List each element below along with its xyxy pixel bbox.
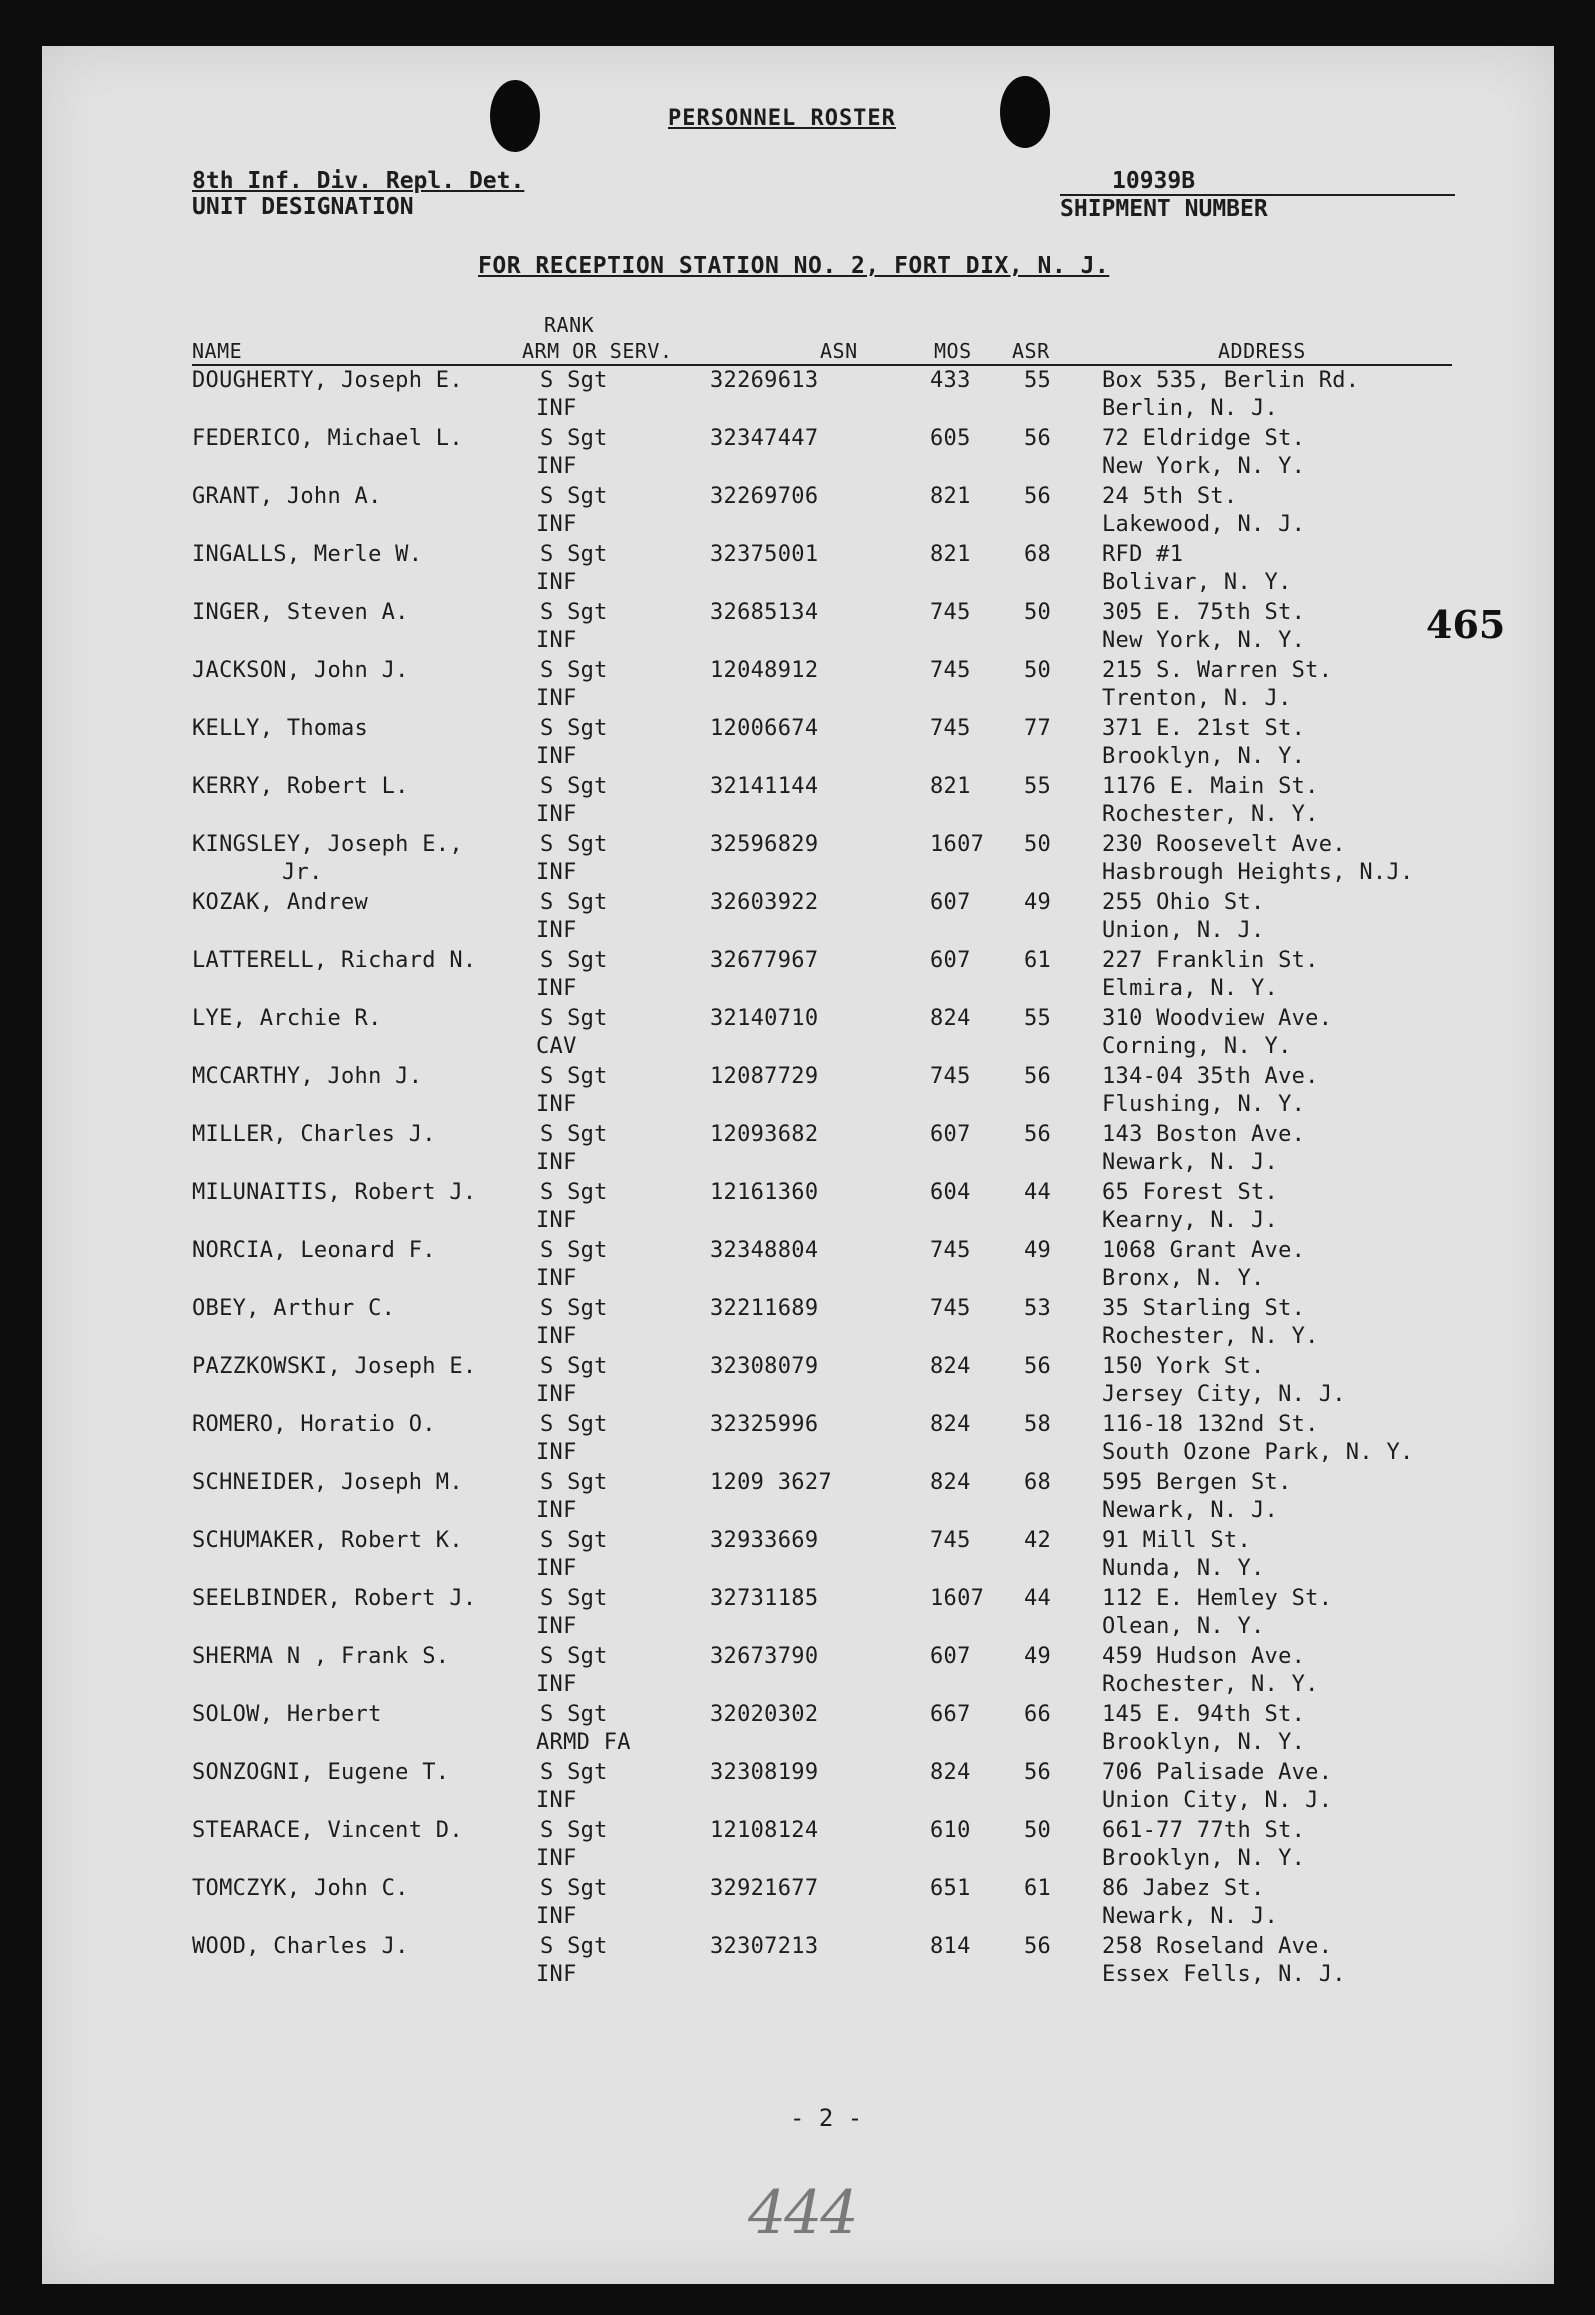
name-cell: SCHNEIDER, Joseph M. <box>192 1470 463 1495</box>
mos-cell: 667 <box>930 1702 971 1727</box>
asr-cell: 56 <box>1024 1934 1052 1959</box>
asr-cell: 77 <box>1024 716 1052 741</box>
name-cell: MILUNAITIS, Robert J. <box>192 1180 477 1205</box>
address-line1-cell: 371 E. 21st St. <box>1102 716 1306 741</box>
col-header-rank-top: RANK <box>544 313 595 337</box>
arm-cell: INF <box>536 1266 577 1291</box>
address-line2-cell: Olean, N. Y. <box>1102 1614 1265 1639</box>
arm-cell: INF <box>536 686 577 711</box>
address-line1-cell: 215 S. Warren St. <box>1102 658 1333 683</box>
arm-cell: INF <box>536 512 577 537</box>
rank-cell: S Sgt <box>540 716 608 741</box>
mos-cell: 604 <box>930 1180 971 1205</box>
rank-cell: S Sgt <box>540 890 608 915</box>
asr-cell: 49 <box>1024 1238 1052 1263</box>
address-line1-cell: 255 Ohio St. <box>1102 890 1265 915</box>
col-header-address: ADDRESS <box>1218 339 1306 363</box>
unit-block <box>192 168 524 220</box>
mos-cell: 651 <box>930 1876 971 1901</box>
table-row <box>0 1874 1595 1932</box>
rank-cell: S Sgt <box>540 1586 608 1611</box>
address-line2-cell: South Ozone Park, N. Y. <box>1102 1440 1414 1465</box>
address-line2-cell: Kearny, N. J. <box>1102 1208 1279 1233</box>
rank-cell: S Sgt <box>540 600 608 625</box>
rank-cell: S Sgt <box>540 426 608 451</box>
mos-cell: 814 <box>930 1934 971 1959</box>
col-header-name: NAME <box>192 339 243 363</box>
arm-cell: INF <box>536 1614 577 1639</box>
arm-cell: INF <box>536 1788 577 1813</box>
arm-cell: INF <box>536 1208 577 1233</box>
table-row <box>0 1526 1595 1584</box>
address-line2-cell: Rochester, N. Y. <box>1102 802 1319 827</box>
asn-cell: 12161360 <box>710 1180 819 1205</box>
table-row <box>0 1236 1595 1294</box>
arm-cell: INF <box>536 860 577 885</box>
name-cell: TOMCZYK, John C. <box>192 1876 409 1901</box>
address-line2-cell: Trenton, N. J. <box>1102 686 1292 711</box>
arm-cell: INF <box>536 1904 577 1929</box>
table-row <box>0 366 1595 424</box>
address-line2-cell: Newark, N. J. <box>1102 1150 1279 1175</box>
name-suffix-cell: Jr. <box>282 860 323 885</box>
asr-cell: 55 <box>1024 774 1052 799</box>
mos-cell: 607 <box>930 890 971 915</box>
address-line2-cell: Nunda, N. Y. <box>1102 1556 1265 1581</box>
name-cell: OBEY, Arthur C. <box>192 1296 396 1321</box>
arm-cell: INF <box>536 1846 577 1871</box>
unit-designation-label: UNIT DESIGNATION <box>192 194 414 220</box>
address-line2-cell: Jersey City, N. J. <box>1102 1382 1346 1407</box>
mos-cell: 745 <box>930 1528 971 1553</box>
rank-cell: S Sgt <box>540 368 608 393</box>
asn-cell: 32731185 <box>710 1586 819 1611</box>
asr-cell: 42 <box>1024 1528 1052 1553</box>
address-line2-cell: Brooklyn, N. Y. <box>1102 1846 1306 1871</box>
asr-cell: 56 <box>1024 1064 1052 1089</box>
address-line1-cell: 661-77 77th St. <box>1102 1818 1306 1843</box>
name-cell: SHERMA N , Frank S. <box>192 1644 450 1669</box>
table-row <box>0 656 1595 714</box>
name-cell: INGER, Steven A. <box>192 600 409 625</box>
mos-cell: 607 <box>930 1122 971 1147</box>
address-line1-cell: 65 Forest St. <box>1102 1180 1279 1205</box>
arm-cell: INF <box>536 454 577 479</box>
shipment-number-label: SHIPMENT NUMBER <box>1060 196 1268 222</box>
rank-cell: S Sgt <box>540 484 608 509</box>
mos-cell: 745 <box>930 658 971 683</box>
table-row <box>0 482 1595 540</box>
address-line1-cell: 116-18 132nd St. <box>1102 1412 1319 1437</box>
asn-cell: 32269706 <box>710 484 819 509</box>
mos-cell: 433 <box>930 368 971 393</box>
mos-cell: 824 <box>930 1006 971 1031</box>
name-cell: WOOD, Charles J. <box>192 1934 409 1959</box>
address-line2-cell: Bolivar, N. Y. <box>1102 570 1292 595</box>
name-cell: SONZOGNI, Eugene T. <box>192 1760 450 1785</box>
address-line1-cell: Box 535, Berlin Rd. <box>1102 368 1360 393</box>
asn-cell: 32685134 <box>710 600 819 625</box>
mos-cell: 745 <box>930 1064 971 1089</box>
asr-cell: 61 <box>1024 1876 1052 1901</box>
name-cell: MILLER, Charles J. <box>192 1122 436 1147</box>
asr-cell: 53 <box>1024 1296 1052 1321</box>
asr-cell: 55 <box>1024 368 1052 393</box>
address-line1-cell: 227 Franklin St. <box>1102 948 1319 973</box>
arm-cell: INF <box>536 396 577 421</box>
asr-cell: 50 <box>1024 1818 1052 1843</box>
arm-cell: INF <box>536 802 577 827</box>
arm-cell: INF <box>536 1382 577 1407</box>
document-title: PERSONNEL ROSTER <box>668 106 896 131</box>
arm-cell: INF <box>536 628 577 653</box>
asr-cell: 66 <box>1024 1702 1052 1727</box>
name-cell: KERRY, Robert L. <box>192 774 409 799</box>
binder-hole-left <box>490 80 540 152</box>
arm-cell: INF <box>536 1324 577 1349</box>
arm-cell: INF <box>536 976 577 1001</box>
arm-cell: INF <box>536 1150 577 1175</box>
mos-cell: 610 <box>930 1818 971 1843</box>
address-line2-cell: Essex Fells, N. J. <box>1102 1962 1346 1987</box>
table-row <box>0 1178 1595 1236</box>
name-cell: INGALLS, Merle W. <box>192 542 423 567</box>
name-cell: LYE, Archie R. <box>192 1006 382 1031</box>
mos-cell: 745 <box>930 1296 971 1321</box>
asr-cell: 58 <box>1024 1412 1052 1437</box>
mos-cell: 607 <box>930 1644 971 1669</box>
arm-cell: INF <box>536 1962 577 1987</box>
address-line1-cell: 145 E. 94th St. <box>1102 1702 1306 1727</box>
arm-cell: INF <box>536 1440 577 1465</box>
mos-cell: 1607 <box>930 832 985 857</box>
name-cell: SCHUMAKER, Robert K. <box>192 1528 463 1553</box>
rank-cell: S Sgt <box>540 1644 608 1669</box>
rank-cell: S Sgt <box>540 1238 608 1263</box>
asr-cell: 50 <box>1024 600 1052 625</box>
page-number: - 2 - <box>790 2104 863 2132</box>
asn-cell: 32673790 <box>710 1644 819 1669</box>
asr-cell: 56 <box>1024 1354 1052 1379</box>
table-row <box>0 1410 1595 1468</box>
address-line2-cell: Union, N. J. <box>1102 918 1265 943</box>
address-line2-cell: New York, N. Y. <box>1102 454 1306 479</box>
rank-cell: S Sgt <box>540 832 608 857</box>
table-row <box>0 1468 1595 1526</box>
asr-cell: 55 <box>1024 1006 1052 1031</box>
asr-cell: 56 <box>1024 426 1052 451</box>
asr-cell: 49 <box>1024 1644 1052 1669</box>
rank-cell: S Sgt <box>540 774 608 799</box>
arm-cell: INF <box>536 1556 577 1581</box>
table-row <box>0 540 1595 598</box>
address-line1-cell: 230 Roosevelt Ave. <box>1102 832 1346 857</box>
asr-cell: 44 <box>1024 1586 1052 1611</box>
table-row <box>0 424 1595 482</box>
name-cell: STEARACE, Vincent D. <box>192 1818 463 1843</box>
mos-cell: 824 <box>930 1470 971 1495</box>
arm-cell: INF <box>536 1092 577 1117</box>
asr-cell: 50 <box>1024 658 1052 683</box>
rank-cell: S Sgt <box>540 1296 608 1321</box>
name-cell: KINGSLEY, Joseph E., <box>192 832 463 857</box>
name-cell: JACKSON, John J. <box>192 658 409 683</box>
address-line1-cell: RFD #1 <box>1102 542 1184 567</box>
name-cell: SOLOW, Herbert <box>192 1702 382 1727</box>
name-cell: KELLY, Thomas <box>192 716 369 741</box>
name-cell: GRANT, John A. <box>192 484 382 509</box>
asn-cell: 32269613 <box>710 368 819 393</box>
mos-cell: 821 <box>930 542 971 567</box>
address-line2-cell: Corning, N. Y. <box>1102 1034 1292 1059</box>
asn-cell: 32307213 <box>710 1934 819 1959</box>
address-line2-cell: Newark, N. J. <box>1102 1904 1279 1929</box>
address-line1-cell: 143 Boston Ave. <box>1102 1122 1306 1147</box>
table-row <box>0 1584 1595 1642</box>
asn-cell: 12048912 <box>710 658 819 683</box>
unit-designation: 8th Inf. Div. Repl. Det. <box>192 168 525 194</box>
table-row <box>0 1352 1595 1410</box>
address-line1-cell: 24 5th St. <box>1102 484 1238 509</box>
asr-cell: 56 <box>1024 1122 1052 1147</box>
asn-cell: 32933669 <box>710 1528 819 1553</box>
arm-cell: INF <box>536 1672 577 1697</box>
rank-cell: S Sgt <box>540 658 608 683</box>
table-row <box>0 1758 1595 1816</box>
rank-cell: S Sgt <box>540 1122 608 1147</box>
asn-cell: 32921677 <box>710 1876 819 1901</box>
name-cell: SEELBINDER, Robert J. <box>192 1586 477 1611</box>
mos-cell: 824 <box>930 1412 971 1437</box>
asn-cell: 32308079 <box>710 1354 819 1379</box>
mos-cell: 745 <box>930 716 971 741</box>
arm-cell: ARMD FA <box>536 1730 631 1755</box>
rank-cell: S Sgt <box>540 1528 608 1553</box>
address-line1-cell: 706 Palisade Ave. <box>1102 1760 1333 1785</box>
rank-cell: S Sgt <box>540 1470 608 1495</box>
arm-cell: INF <box>536 1498 577 1523</box>
binder-hole-right <box>1000 76 1050 148</box>
asn-cell: 32677967 <box>710 948 819 973</box>
asn-cell: 12093682 <box>710 1122 819 1147</box>
asr-cell: 68 <box>1024 542 1052 567</box>
col-header-mos: MOS <box>934 339 972 363</box>
address-line2-cell: Union City, N. J. <box>1102 1788 1333 1813</box>
address-line2-cell: Elmira, N. Y. <box>1102 976 1279 1001</box>
address-line1-cell: 305 E. 75th St. <box>1102 600 1306 625</box>
stamp-number: 465 <box>1426 602 1506 647</box>
address-line1-cell: 310 Woodview Ave. <box>1102 1006 1333 1031</box>
address-line1-cell: 86 Jabez St. <box>1102 1876 1265 1901</box>
address-line2-cell: Brooklyn, N. Y. <box>1102 744 1306 769</box>
name-cell: MCCARTHY, John J. <box>192 1064 423 1089</box>
address-line1-cell: 35 Starling St. <box>1102 1296 1306 1321</box>
arm-cell: CAV <box>536 1034 577 1059</box>
col-header-rank <box>522 312 673 364</box>
asn-cell: 32347447 <box>710 426 819 451</box>
asn-cell: 32375001 <box>710 542 819 567</box>
asr-cell: 44 <box>1024 1180 1052 1205</box>
asn-cell: 32020302 <box>710 1702 819 1727</box>
arm-cell: INF <box>536 744 577 769</box>
mos-cell: 745 <box>930 600 971 625</box>
table-row <box>0 830 1595 888</box>
mos-cell: 605 <box>930 426 971 451</box>
table-row <box>0 1294 1595 1352</box>
address-line2-cell: Rochester, N. Y. <box>1102 1324 1319 1349</box>
rank-cell: S Sgt <box>540 542 608 567</box>
table-row <box>0 714 1595 772</box>
address-line1-cell: 134-04 35th Ave. <box>1102 1064 1319 1089</box>
shipment-number: 10939B <box>1060 168 1455 196</box>
table-row <box>0 1642 1595 1700</box>
asn-cell: 32140710 <box>710 1006 819 1031</box>
address-line1-cell: 1176 E. Main St. <box>1102 774 1319 799</box>
mos-cell: 1607 <box>930 1586 985 1611</box>
table-row <box>0 1004 1595 1062</box>
table-row <box>0 1932 1595 1990</box>
address-line2-cell: Bronx, N. Y. <box>1102 1266 1265 1291</box>
table-row <box>0 946 1595 1004</box>
col-header-asr: ASR <box>1012 339 1050 363</box>
asn-cell: 32596829 <box>710 832 819 857</box>
name-cell: FEDERICO, Michael L. <box>192 426 463 451</box>
address-line2-cell: Lakewood, N. J. <box>1102 512 1306 537</box>
reception-station: FOR RECEPTION STATION NO. 2, FORT DIX, N. J. <box>478 253 1110 279</box>
asn-cell: 12006674 <box>710 716 819 741</box>
address-line1-cell: 72 Eldridge St. <box>1102 426 1306 451</box>
asn-cell: 32211689 <box>710 1296 819 1321</box>
address-line1-cell: 595 Bergen St. <box>1102 1470 1292 1495</box>
rank-cell: S Sgt <box>540 1702 608 1727</box>
rank-cell: S Sgt <box>540 1818 608 1843</box>
asr-cell: 49 <box>1024 890 1052 915</box>
address-line2-cell: Brooklyn, N. Y. <box>1102 1730 1306 1755</box>
asn-cell: 32308199 <box>710 1760 819 1785</box>
table-row <box>0 598 1595 656</box>
address-line1-cell: 91 Mill St. <box>1102 1528 1251 1553</box>
address-line2-cell: Hasbrough Heights, N.J. <box>1102 860 1414 885</box>
name-cell: KOZAK, Andrew <box>192 890 369 915</box>
address-line2-cell: Newark, N. J. <box>1102 1498 1279 1523</box>
rank-cell: S Sgt <box>540 1412 608 1437</box>
address-line1-cell: 258 Roseland Ave. <box>1102 1934 1333 1959</box>
asr-cell: 68 <box>1024 1470 1052 1495</box>
asn-cell: 32348804 <box>710 1238 819 1263</box>
name-cell: DOUGHERTY, Joseph E. <box>192 368 463 393</box>
address-line2-cell: Flushing, N. Y. <box>1102 1092 1306 1117</box>
rank-cell: S Sgt <box>540 1354 608 1379</box>
name-cell: ROMERO, Horatio O. <box>192 1412 436 1437</box>
table-row <box>0 772 1595 830</box>
asr-cell: 61 <box>1024 948 1052 973</box>
table-row <box>0 1700 1595 1758</box>
asn-cell: 32603922 <box>710 890 819 915</box>
mos-cell: 824 <box>930 1354 971 1379</box>
name-cell: LATTERELL, Richard N. <box>192 948 477 973</box>
handwritten-number: 444 <box>748 2178 857 2248</box>
rank-cell: S Sgt <box>540 948 608 973</box>
rank-cell: S Sgt <box>540 1064 608 1089</box>
table-row <box>0 888 1595 946</box>
asn-cell: 12108124 <box>710 1818 819 1843</box>
address-line2-cell: Berlin, N. J. <box>1102 396 1279 421</box>
asn-cell: 1209 3627 <box>710 1470 832 1495</box>
mos-cell: 607 <box>930 948 971 973</box>
asn-cell: 12087729 <box>710 1064 819 1089</box>
rank-cell: S Sgt <box>540 1876 608 1901</box>
table-row <box>0 1816 1595 1874</box>
name-cell: PAZZKOWSKI, Joseph E. <box>192 1354 477 1379</box>
address-line2-cell: New York, N. Y. <box>1102 628 1306 653</box>
mos-cell: 821 <box>930 774 971 799</box>
col-header-asn: ASN <box>820 339 858 363</box>
table-row <box>0 1120 1595 1178</box>
asr-cell: 56 <box>1024 484 1052 509</box>
name-cell: NORCIA, Leonard F. <box>192 1238 436 1263</box>
mos-cell: 824 <box>930 1760 971 1785</box>
shipment-block <box>1060 168 1455 222</box>
table-row <box>0 1062 1595 1120</box>
address-line1-cell: 459 Hudson Ave. <box>1102 1644 1306 1669</box>
asr-cell: 50 <box>1024 832 1052 857</box>
rank-cell: S Sgt <box>540 1760 608 1785</box>
rank-cell: S Sgt <box>540 1180 608 1205</box>
mos-cell: 745 <box>930 1238 971 1263</box>
asn-cell: 32141144 <box>710 774 819 799</box>
rank-cell: S Sgt <box>540 1006 608 1031</box>
mos-cell: 821 <box>930 484 971 509</box>
address-line2-cell: Rochester, N. Y. <box>1102 1672 1319 1697</box>
asn-cell: 32325996 <box>710 1412 819 1437</box>
address-line1-cell: 1068 Grant Ave. <box>1102 1238 1306 1263</box>
rank-cell: S Sgt <box>540 1934 608 1959</box>
address-line1-cell: 150 York St. <box>1102 1354 1265 1379</box>
arm-cell: INF <box>536 570 577 595</box>
asr-cell: 56 <box>1024 1760 1052 1785</box>
col-header-rank-bottom: ARM OR SERV. <box>522 339 673 363</box>
address-line1-cell: 112 E. Hemley St. <box>1102 1586 1333 1611</box>
arm-cell: INF <box>536 918 577 943</box>
